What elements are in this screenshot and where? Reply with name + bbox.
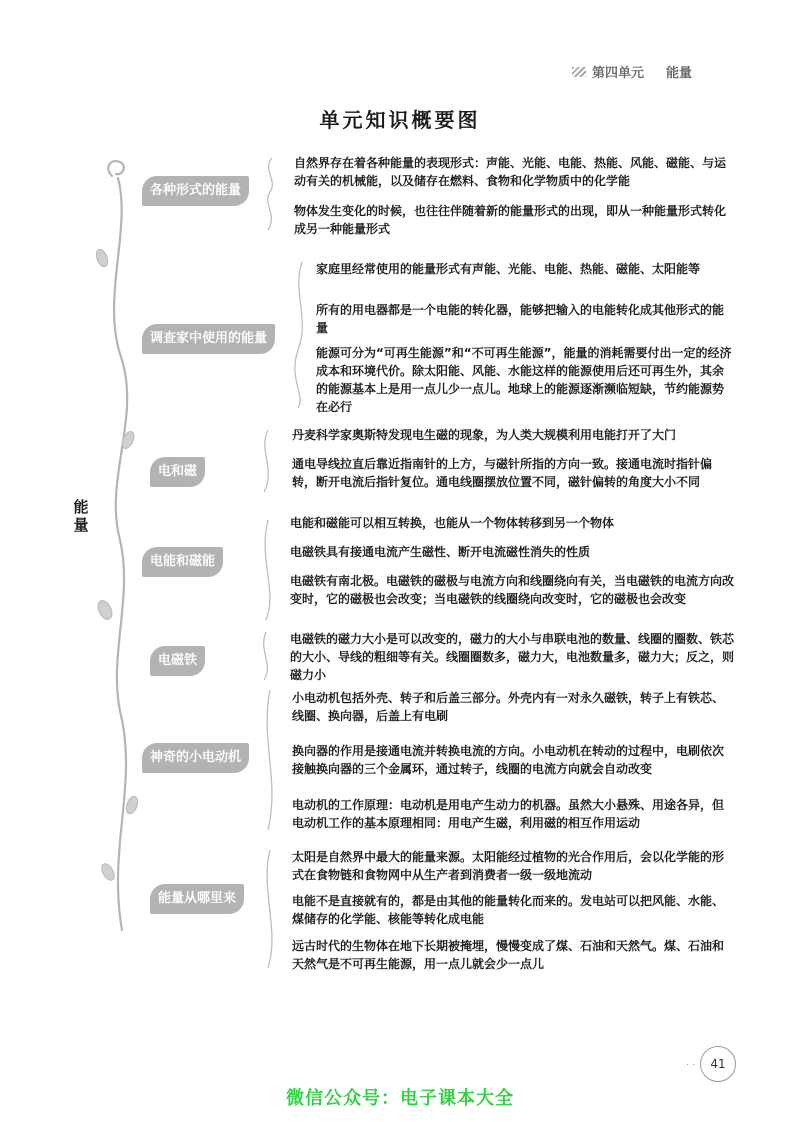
- note-text: 电磁铁具有接通电流产生磁性、断开电流磁性消失的性质: [290, 545, 591, 559]
- vine-leaf: [99, 862, 117, 883]
- topic-label: 各种形式的能量: [142, 176, 249, 206]
- note-text: 家庭里经常使用的能量形式有声能、光能、电能、热能、磁能、太阳能等: [316, 262, 701, 276]
- vine-leaf: [124, 795, 140, 815]
- brace: [295, 262, 302, 408]
- vine-main-stem: [114, 178, 127, 930]
- note-text: 电动机的工作原理：电动机是用电产生动力的机器。虽然大小悬殊、用途各异，但电动机工作的基本原理相同：用电产生磁，利用磁的相互作用运动: [292, 798, 725, 830]
- vine-leaf: [94, 248, 110, 268]
- topic-label: 调查家中使用的能量: [142, 324, 275, 354]
- vine-tendril: [108, 161, 124, 176]
- topic-label: 电磁铁: [150, 646, 205, 676]
- topic-label: 能量从哪里来: [150, 884, 244, 914]
- header-subject: 能量: [666, 66, 693, 81]
- page-number-decoration: · ·: [686, 1060, 696, 1071]
- brace: [268, 158, 273, 230]
- note-text: 通电导线拉直后靠近指南针的上方，与磁针所指的方向一致。接通电流时指针偏转，断开电流后指针复位。通电线圈摆放位置不同，磁针偏转的角度大小不同: [292, 457, 713, 489]
- note-text: 电磁铁的磁力大小是可以改变的，磁力的大小与串联电池的数量、线圈的圈数、铁芯的大小、导线的粗细等有关。线圈圈数多，磁力大，电池数量多，磁力大；反之，则磁力小: [290, 632, 735, 682]
- note-text: 物体发生变化的时候，也往往伴随着新的能量形式的出现，即从一种能量形式转化成另一种能量形式: [294, 204, 727, 236]
- note-text: 丹麦科学家奥斯特发现电生磁的现象，为人类大规模利用电能打开了大门: [292, 428, 677, 442]
- page-number: 41: [700, 1046, 736, 1082]
- note-text: 电磁铁有南北极。电磁铁的磁极与电流方向和线圈绕向有关，当电磁铁的电流方向改变时，它的磁极也会改变；当电磁铁的线圈绕向改变时，它的磁极也会改变: [290, 574, 735, 606]
- note-text: 能源可分为“可再生能源”和“不可再生能源”，能量的消耗需要付出一定的经济成本和环境代价。除太阳能、风能、水能这样的能源使用后还可再生外，其余的能源基本上是用一点儿少一点儿。地球上的能源逐渐濒临短缺，节约能源势在必行: [316, 346, 732, 414]
- brace: [267, 850, 272, 968]
- note-text: 电能和磁能可以相互转换，也能从一个物体转移到另一个物体: [290, 516, 615, 530]
- header-unit: 第四单元: [592, 66, 645, 81]
- note-text: 自然界存在着各种能量的表现形式：声能、光能、电能、热能、风能、磁能、与运动有关的机械能，以及储存在燃料、食物和化学物质中的化学能: [294, 156, 727, 188]
- footer-watermark: 微信公众号：电子课本大全: [286, 1088, 514, 1109]
- vine-leaf: [95, 598, 114, 621]
- note-text: 太阳是自然界中最大的能量来源。太阳能经过植物的光合作用后，会以化学能的形式在食物链和食物网中从生产者到消费者一级一级地流动: [292, 850, 725, 882]
- root-label: 能量: [73, 498, 89, 534]
- topic-label: 神奇的小电动机: [142, 743, 249, 773]
- page-title: 单元知识概要图: [319, 108, 481, 132]
- note-text: 所有的用电器都是一个电能的转化器，能够把输入的电能转化成其他形式的能量: [316, 303, 725, 335]
- note-text: 电能不是直接就有的，都是由其他的能量转化而来的。发电站可以把风能、水能、煤储存的化学能、核能等转化成电能: [292, 894, 725, 926]
- note-text: 换向器的作用是接通电流并转换电流的方向。小电动机在转动的过程中，电刷依次接触换向器的三个金属环，通过转子，线圈的电流方向就会自动改变: [292, 744, 725, 776]
- note-text: 远古时代的生物体在地下长期被掩埋，慢慢变成了煤、石油和天然气。煤、石油和天然气是不可再生能源，用一点儿就会少一点儿: [292, 939, 725, 971]
- topic-label: 电和磁: [150, 457, 205, 487]
- brace: [264, 430, 268, 492]
- brace: [267, 690, 272, 830]
- brace: [265, 520, 270, 620]
- note-text: 小电动机包括外壳、转子和后盖三部分。外壳内有一对永久磁铁，转子上有铁芯、线圈、换向器，后盖上有电刷: [292, 691, 725, 723]
- brace: [264, 632, 268, 680]
- topic-label: 电能和磁能: [142, 547, 223, 577]
